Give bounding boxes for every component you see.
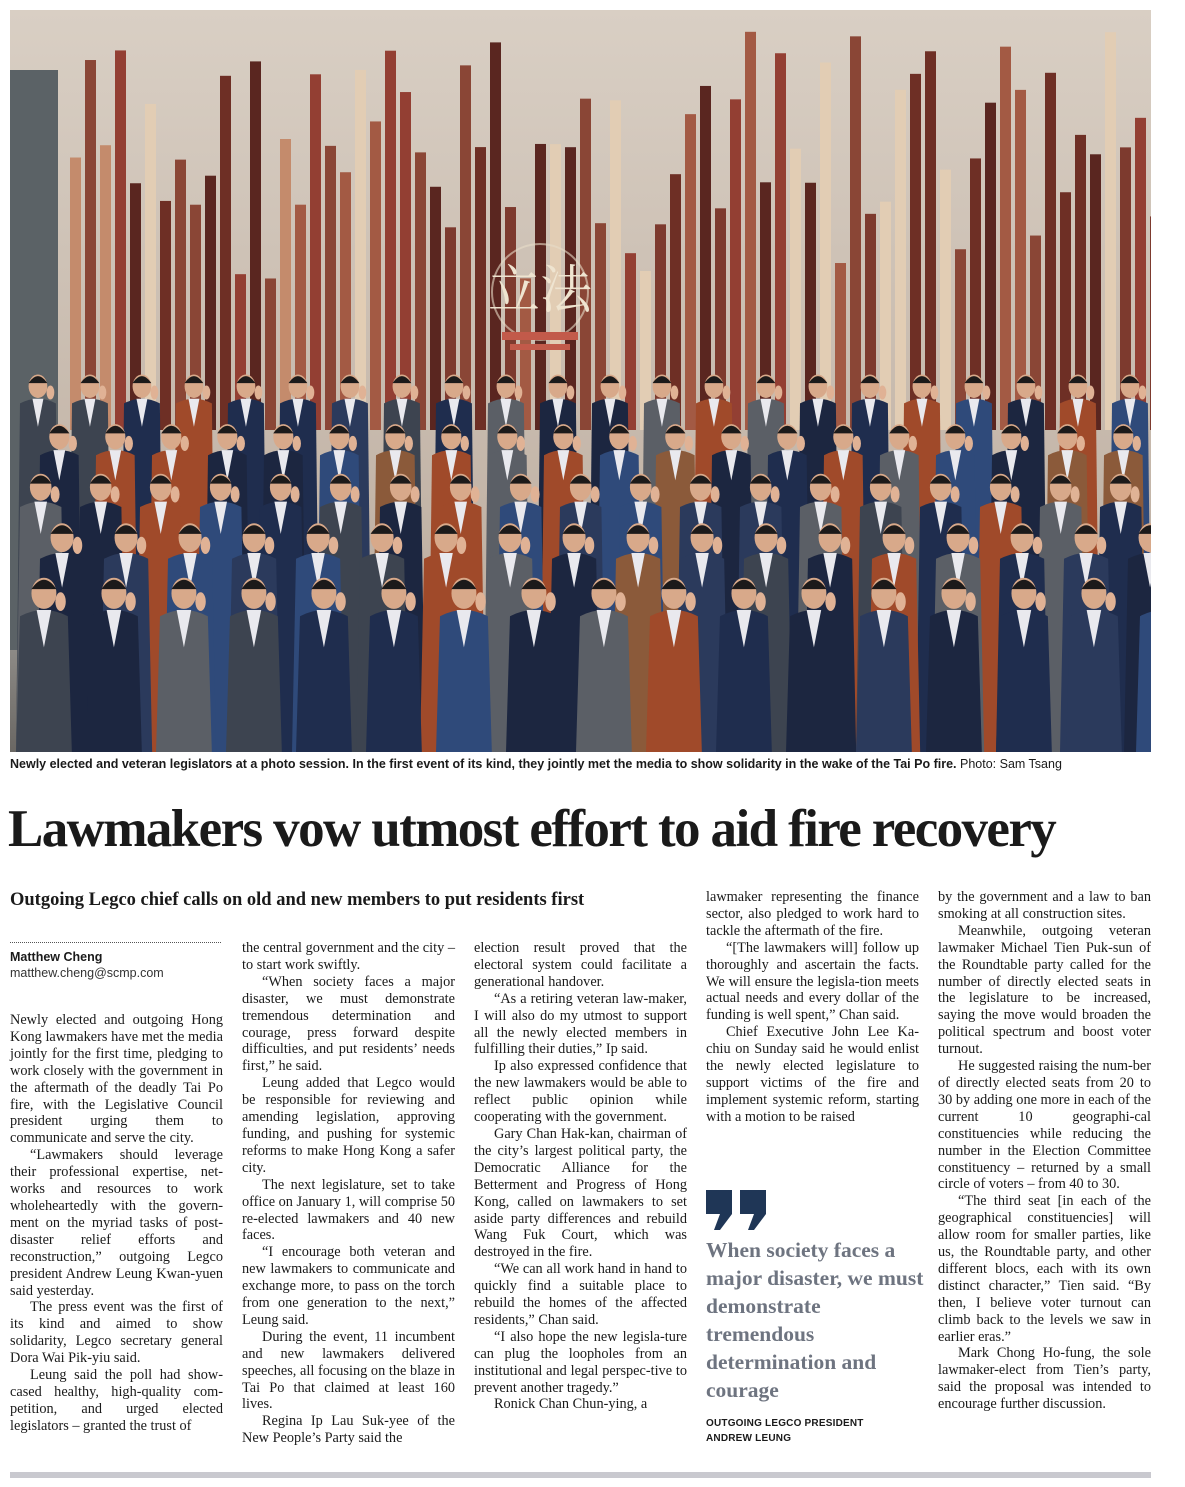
paragraph: “[The lawmakers will] follow up thoroughly and ascertain the facts. We will ensure the legisla-tion meets actual needs and every dollar of the funding is well spent,” Chan said. bbox=[706, 939, 919, 1024]
wood-slat bbox=[175, 160, 186, 430]
wood-slat bbox=[460, 65, 471, 430]
article-column-5 bbox=[938, 889, 1151, 1449]
wood-slat bbox=[685, 114, 696, 430]
wood-slat bbox=[835, 263, 846, 430]
group-photo bbox=[10, 10, 1151, 752]
byline bbox=[10, 942, 221, 981]
wood-slat bbox=[325, 146, 336, 430]
wood-slat bbox=[1060, 192, 1071, 430]
photo-caption bbox=[10, 756, 1151, 772]
wood-slat bbox=[1105, 32, 1116, 430]
wood-slat bbox=[745, 32, 756, 430]
wood-slat bbox=[430, 187, 441, 430]
wood-slat bbox=[370, 121, 381, 430]
author-name: Matthew Cheng bbox=[10, 950, 103, 964]
paragraph: by the government and a law to ban smoking at all construction sites. bbox=[938, 889, 1151, 922]
legislators-photo bbox=[10, 10, 1151, 752]
quote-marks-icon bbox=[706, 1190, 924, 1230]
wood-slat bbox=[1150, 216, 1151, 430]
wood-slat bbox=[385, 51, 396, 430]
paragraph: Mark Chong Ho-fung, the sole lawmaker-elect from Tien’s party, said the proposal was intended to encourage further discussion. bbox=[938, 1345, 1151, 1413]
wood-slat bbox=[115, 50, 126, 430]
paragraph: Meanwhile, outgoing veteran lawmaker Michael Tien Puk-sun of the Roundtable party called for the number of directly elected seats in the legislature to be increased, saying the move would broaden the political spectrum and boost voter turnout. bbox=[938, 922, 1151, 1058]
subheadline: Outgoing Legco chief calls on old and new members to put residents first bbox=[10, 890, 585, 910]
attribution-title: OUTGOING LEGCO PRESIDENT bbox=[706, 1418, 864, 1429]
photo-credit: Photo: Sam Tsang bbox=[960, 757, 1062, 771]
wood-slat bbox=[490, 42, 501, 430]
paragraph: He suggested raising the num-ber of directly elected seats from 20 to 30 by adding one more in each of the current 10 geographi-cal constituencies while reducing the number in the Election Committee constituency – returned by a small circle of voters – from 40 to 30. bbox=[938, 1058, 1151, 1193]
headline: Lawmakers vow utmost effort to aid fire recovery bbox=[8, 800, 1056, 858]
attribution-name: ANDREW LEUNG bbox=[706, 1433, 792, 1444]
wood-slat bbox=[595, 223, 606, 430]
wood-slat bbox=[940, 170, 951, 430]
quote-attribution bbox=[706, 1416, 924, 1446]
caption-text: Newly elected and veteran legislators at a photo session. In the first event of its kind, they jointly met the media to show solidarity in the wake of the Tai Po fire. bbox=[10, 757, 957, 771]
paragraph: Gary Chan Hak-kan, chairman of the city’s largest political party, the Democratic Alliance for the Betterment and Progress of Hong Kong, called on lawmakers to set aside party differences and rebuild Wang Fuk Court, which was destroyed in the fire. bbox=[474, 1125, 687, 1261]
paragraph: the central government and the city – to start work swiftly. bbox=[242, 940, 455, 973]
paragraph: “The third seat [in each of the geographical constituencies] will allow room for smaller parties, like us, the Roundtable party, and other different blocs, each with its own distinct character,” Tien said. “By then, I believe voter turnout can climb back to the levels we saw in earlier eras.” bbox=[938, 1193, 1151, 1345]
paragraph: “I also hope the new legisla-ture can plug the loopholes from an institutional and legal perspec-tive to prevent another tragedy.” bbox=[474, 1328, 687, 1396]
article-column-4 bbox=[706, 889, 919, 1164]
paragraph: “As a retiring veteran law-maker, I will also do my utmost to support all the newly elected members in fulfilling their duties,” Ip said. bbox=[474, 990, 687, 1058]
paragraph: election result proved that the electoral system could facilitate a generational handover. bbox=[474, 940, 687, 990]
paragraph: Ip also expressed confidence that the new lawmakers would be able to reflect public opinion while cooperating with the government. bbox=[474, 1058, 687, 1126]
wood-slat bbox=[730, 99, 741, 430]
wood-slat bbox=[160, 201, 171, 430]
paragraph: lawmaker representing the finance sector, also pledged to work hard to tackle the aftermath of the fire. bbox=[706, 889, 919, 939]
wood-slat bbox=[850, 36, 861, 430]
wood-slat bbox=[775, 53, 786, 430]
article-column-1 bbox=[10, 1012, 223, 1448]
wood-slat bbox=[250, 61, 261, 430]
wood-slat bbox=[310, 74, 321, 430]
wood-slat bbox=[985, 103, 996, 430]
wood-slat bbox=[85, 60, 96, 430]
article-column-3 bbox=[474, 940, 687, 1450]
footer-rule bbox=[10, 1472, 1151, 1478]
paragraph: Leung said the poll had show-cased healthy, high-quality com-petition, and urged elected legislators – granted the trust of bbox=[10, 1367, 223, 1434]
paragraph: Chief Executive John Lee Ka-chiu on Sunday said he would enlist the newly elected legislature to support victims of the fire and implement systemic reform, starting with a motion to be raised bbox=[706, 1024, 919, 1125]
paragraph: During the event, 11 incumbent and new lawmakers delivered speeches, all focusing on the blaze in Tai Po that claimed at least 160 lives. bbox=[242, 1328, 455, 1413]
paragraph: “I encourage both veteran and new lawmakers to communicate and exchange more, to pass on the torch from one generation to the next,” Leung said. bbox=[242, 1244, 455, 1328]
paragraph: Regina Ip Lau Suk-yee of the New People’s Party said the bbox=[242, 1413, 455, 1447]
paragraph: The next legislature, set to take office on January 1, will comprise 50 re-elected lawmakers and 40 new faces. bbox=[242, 1176, 455, 1244]
article-column-2 bbox=[242, 940, 455, 1450]
paragraph: Newly elected and outgoing Hong Kong lawmakers have met the media jointly for the first time, pledging to work closely with the government in the aftermath of the deadly Tai Po fire, with the Legislative Council president urging them to communicate and serve the city. bbox=[10, 1012, 223, 1147]
wood-slat bbox=[820, 63, 831, 430]
wood-slat bbox=[790, 149, 801, 430]
wood-slat bbox=[475, 147, 486, 430]
author-email[interactable]: matthew.cheng@scmp.com bbox=[10, 966, 164, 980]
paragraph: “We can all work hand in hand to quickly find a suitable place to rebuild the homes of the affected residents,” Chan said. bbox=[474, 1261, 687, 1328]
quote-text: When society faces a major disaster, we must demonstrate tremendous determination and courage bbox=[706, 1238, 924, 1402]
paragraph: “When society faces a major disaster, we must demonstrate tremendous determination and courage, press forward despite difficulties, and put residents’ needs first,” he said. bbox=[242, 973, 455, 1075]
wood-slat bbox=[70, 158, 81, 430]
wood-slat bbox=[1000, 47, 1011, 430]
paragraph: The press event was the first of its kind and aimed to show solidarity, Legco secretary general Dora Wai Pik-yiu said. bbox=[10, 1299, 223, 1367]
paragraph: “Lawmakers should leverage their professional expertise, net-works and resources to work wholeheartedly with the govern-ment on the myriad tasks of post-disaster relief efforts and reconstruction,” outgoing Legco president Andrew Leung Kwan-yuen said yesterday. bbox=[10, 1147, 223, 1299]
pull-quote bbox=[706, 1190, 924, 1446]
wood-slat bbox=[1045, 73, 1056, 430]
wood-slat bbox=[265, 278, 276, 430]
paragraph: Ronick Chan Chun-ying, a bbox=[494, 1396, 648, 1413]
wood-slat bbox=[895, 90, 906, 430]
emblem-text: 立法 bbox=[487, 261, 593, 321]
wood-slat bbox=[925, 51, 936, 430]
wood-slat bbox=[355, 70, 366, 430]
wood-slat bbox=[220, 76, 231, 430]
paragraph: Leung added that Legco would be responsible for reviewing and amending legislation, approving funding, and pushing for systemic reforms to make Hong Kong a safer city. bbox=[242, 1075, 455, 1176]
